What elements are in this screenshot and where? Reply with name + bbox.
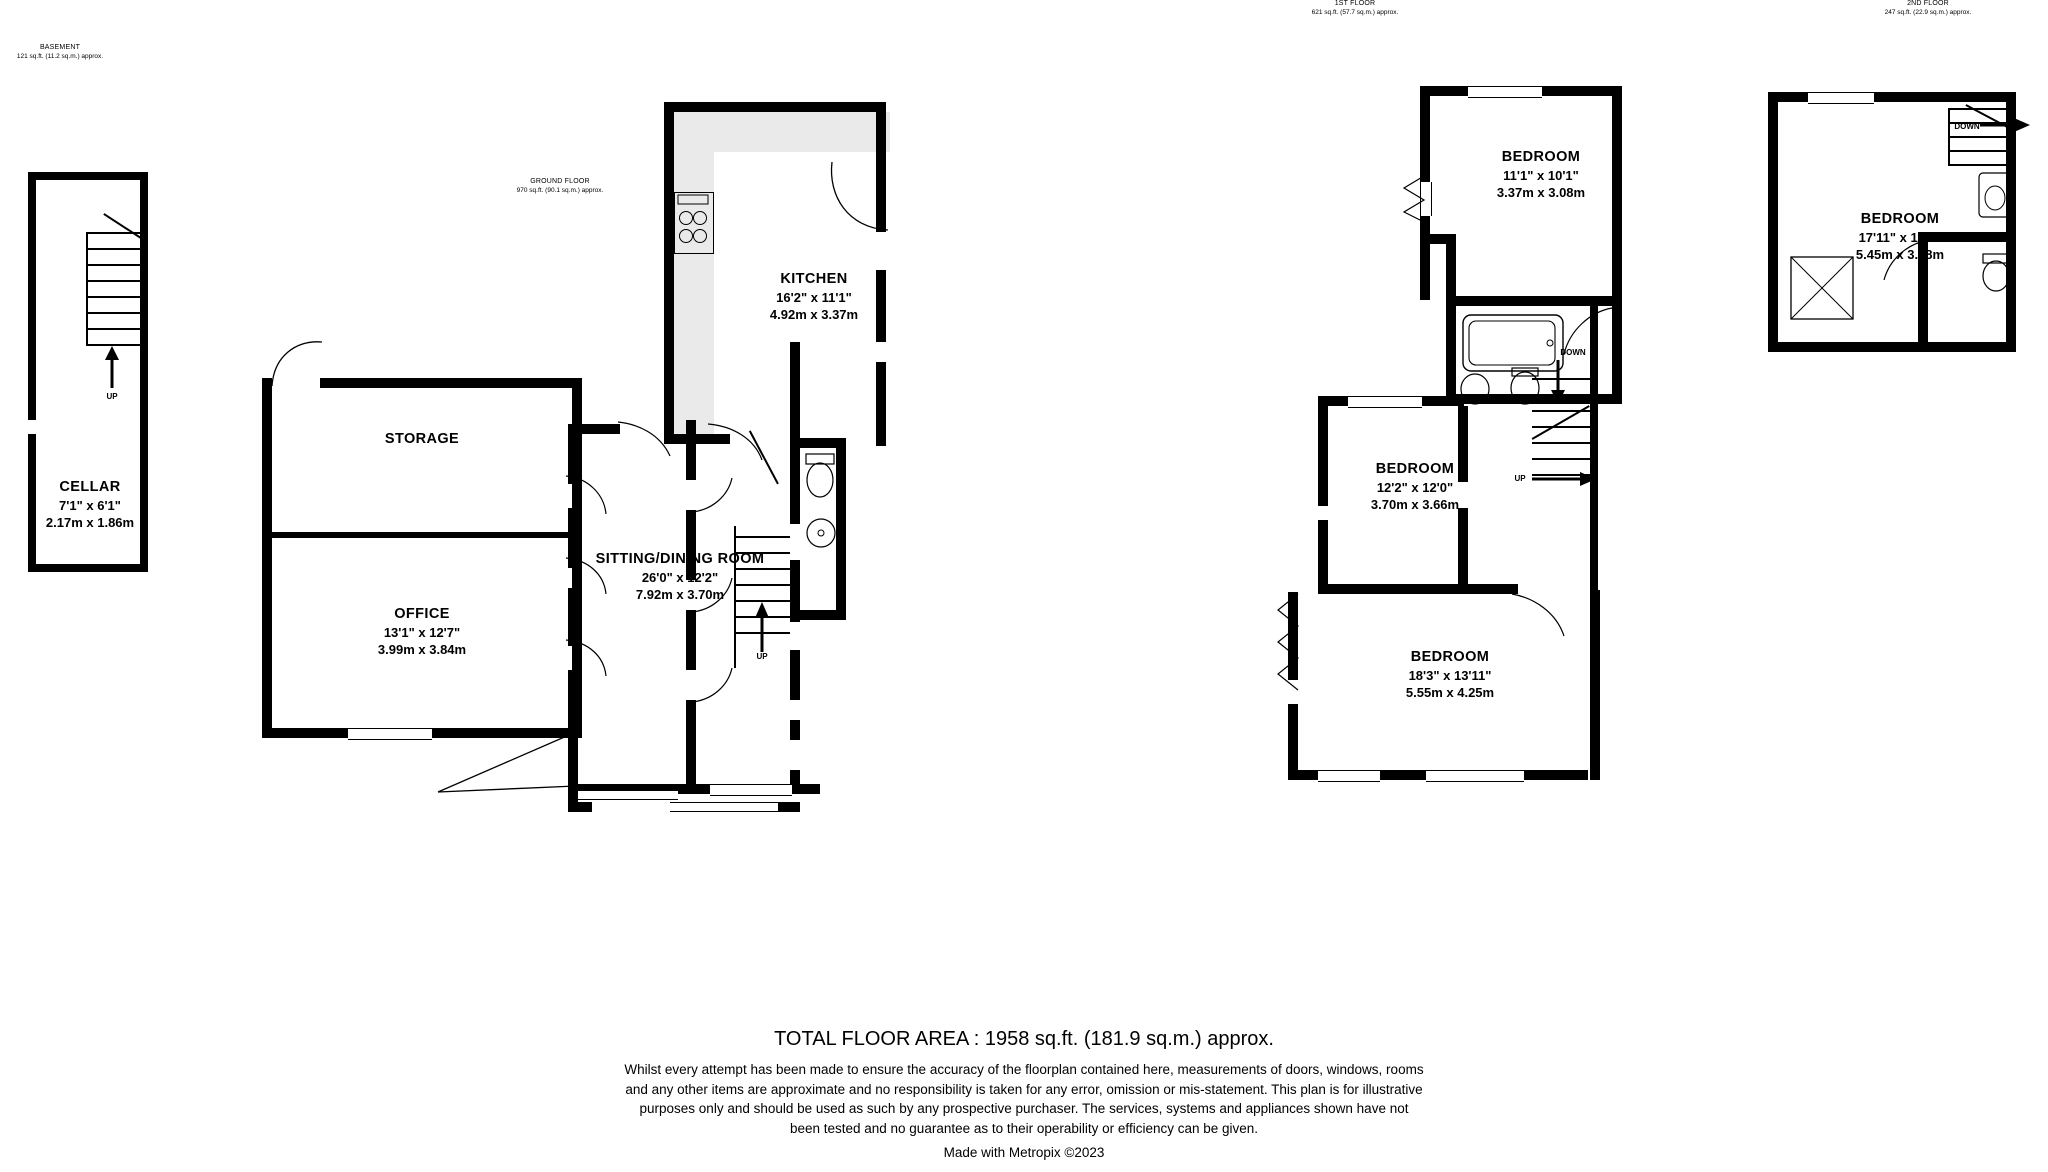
ground-floor-area: 970 sq.ft. (90.1 sq.m.) approx. (516, 186, 604, 194)
bedroom-3-door-swing (1508, 590, 1568, 640)
basement-up-marker: UP (106, 392, 118, 401)
bedroom-4-metric: 5.45m x 3.28m (1855, 247, 1945, 263)
second-stair-tread (1948, 150, 2006, 152)
total-floor-area: TOTAL FLOOR AREA : 1958 sq.ft. (181.9 sq.m.) approx. (774, 1028, 1274, 1050)
first-window-bed1-detail (1400, 174, 1428, 224)
bedroom-3-name: BEDROOM (1410, 649, 1490, 665)
bedroom-4-name: BEDROOM (1860, 211, 1940, 227)
basement-stair-tread (86, 264, 140, 266)
first-up-arrow-icon (1532, 470, 1596, 488)
first-wall-mid-bottom (1318, 584, 1518, 594)
first-wall-bed1-right-step (1446, 234, 1456, 302)
ground-wc-wall-bottom (798, 610, 846, 620)
bedroom-2-metric: 3.70m x 3.66m (1370, 497, 1460, 513)
bedroom-3-metric: 5.55m x 4.25m (1405, 685, 1495, 701)
ground-hall-wall-left-d (686, 700, 696, 794)
first-stair-tread (1532, 458, 1592, 460)
second-floor-plan (1740, 60, 2040, 400)
basement-stair-edge (86, 232, 88, 346)
kitchen-name: KITCHEN (780, 271, 848, 287)
first-up-marker: UP (1514, 474, 1526, 483)
room-label-bedroom-2 (1300, 460, 1530, 513)
ground-wall-bay-corner-right (778, 802, 800, 812)
ground-wall-topstep (568, 424, 620, 434)
bedroom-1-imperial: 11'1" x 10'1" (1503, 168, 1579, 184)
storage-name: STORAGE (384, 431, 460, 447)
sitting-top-door-swing (614, 416, 674, 458)
ground-floor-heading (460, 178, 660, 195)
ground-up-marker: UP (756, 652, 768, 661)
footer-block (0, 1028, 2048, 1160)
room-label-cellar (10, 478, 170, 531)
ground-wc-wall-top (798, 438, 846, 448)
cellar-metric: 2.17m x 1.86m (45, 515, 135, 531)
second-stair-edge (1948, 108, 1950, 166)
ground-wall-bottom (568, 686, 578, 794)
basement-stair-tread (86, 296, 140, 298)
first-wall-mid-left-b (1318, 520, 1328, 594)
room-label-office (302, 605, 542, 658)
sitting-dining-name: SITTING/DINING ROOM (595, 551, 765, 567)
basement-stair-tread (86, 280, 140, 282)
bedroom-4-imperial: 17'11" x 10'9" (1858, 230, 1942, 246)
sitting-door-swing-a (564, 474, 610, 518)
outbuilding-window-bottom (348, 728, 432, 740)
kitchen-wall-top (664, 102, 886, 112)
room-label-kitchen (674, 270, 954, 323)
first-window-top (1468, 86, 1542, 98)
metropix-credit: Made with Metropix ©2023 (943, 1145, 1105, 1161)
first-window-rear-b (1426, 770, 1524, 782)
kitchen-wall-right-lower2 (876, 362, 886, 446)
basement-stair-tread (86, 312, 140, 314)
ground-stair-tread (734, 536, 790, 538)
first-wall-bathroom-top (1446, 296, 1622, 306)
second-stair-tread (1948, 164, 2006, 166)
cellar-imperial: 7'1" x 6'1" (59, 498, 121, 514)
kitchen-imperial: 16'2" x 11'1" (776, 290, 852, 306)
outbuilding-door-swing-top (272, 340, 332, 390)
first-wall-rear-right (1590, 590, 1600, 780)
hall-door-swing-c (690, 666, 736, 706)
ground-floor-title: GROUND FLOOR (530, 178, 590, 185)
ground-wall-bay-corner (568, 802, 592, 812)
office-metric: 3.99m x 3.84m (377, 642, 467, 658)
disclaimer-text: Whilst every attempt has been made to ensure the accuracy of the floorplan contained here, measurements of doors, windows, rooms and any other items are approximate and no responsibility is taken for any error, omission or mis-statement. This plan is for illustrative purposes only and should be used as such by any prospective purchaser. The services, systems and appliances shown have not been tested and no guarantee as to their operability or efficiency can be given. (624, 1062, 1424, 1136)
first-floor-title: 1ST FLOOR (1334, 0, 1376, 7)
ground-hall-wall-right-c (790, 650, 800, 700)
wc-basin-icon (802, 514, 840, 552)
first-stair-tread (1532, 410, 1592, 412)
ground-window-bay-right (670, 802, 786, 812)
basement-stair-tread (86, 248, 140, 250)
shower-tray-icon (1790, 256, 1854, 320)
ground-hall-wall-left (686, 420, 696, 480)
room-label-bedroom-4 (1780, 210, 2020, 263)
ground-window-bay-left (570, 790, 678, 800)
basement-wall-bottom (28, 564, 148, 572)
bedroom-2-imperial: 12'2" x 12'0" (1376, 480, 1454, 496)
first-floor-plan (1260, 70, 1740, 770)
first-wall-bathroom-left (1446, 296, 1456, 404)
first-wall-landing-left-b (1458, 508, 1468, 594)
first-window-mid (1348, 396, 1422, 408)
basement-stair-diagonal (104, 213, 145, 240)
second-floor-area: 247 sq.ft. (22.9 sq.m.) approx. (1884, 8, 1972, 16)
bedroom-1-name: BEDROOM (1501, 149, 1581, 165)
first-floor-heading (1255, 0, 1455, 17)
hob-burners-icon (676, 194, 710, 250)
outbuilding-wall-left (262, 378, 272, 738)
second-stair-tread (1948, 136, 2006, 138)
second-down-marker: DOWN (1954, 122, 1980, 131)
first-stair-tread (1532, 442, 1592, 444)
wc-toilet-icon (800, 450, 840, 506)
first-wall-landing-right (1590, 306, 1598, 602)
outbuilding-divider-wall (262, 532, 582, 538)
bedroom-3-imperial: 18'3" x 13'11" (1408, 668, 1492, 684)
second-wall-top (1768, 92, 2016, 102)
first-wall-left-upper (1420, 86, 1430, 186)
basement-plan (0, 0, 200, 600)
first-wall-bathroom-right (1612, 306, 1622, 402)
bedroom-1-metric: 3.37m x 3.08m (1496, 185, 1586, 201)
hall-door-swing-a (690, 476, 736, 516)
first-wall-rear-left-b (1288, 704, 1298, 778)
second-window-top (1808, 92, 1874, 104)
bathroom-toilet-icon (1506, 366, 1544, 408)
room-label-bedroom-1 (1436, 148, 1646, 201)
office-imperial: 13'1" x 12'7" (383, 625, 461, 641)
first-down-marker: DOWN (1560, 348, 1586, 357)
sitting-dining-imperial: 26'0" x 12'2" (641, 570, 719, 586)
second-wall-bottom (1768, 342, 2016, 352)
sitting-dining-metric: 7.92m x 3.70m (635, 587, 725, 603)
sitting-door-swing-c (564, 638, 610, 678)
kitchen-wall-left (664, 102, 674, 444)
room-label-sitting-dining (530, 550, 830, 603)
second-wall-left (1768, 92, 1778, 352)
ground-hall-wall-right-d (790, 720, 800, 740)
bedroom-2-name: BEDROOM (1375, 461, 1455, 477)
first-down-arrow-icon (1550, 360, 1566, 404)
room-label-bedroom-3 (1330, 648, 1570, 701)
basement-stair-tread (86, 328, 140, 330)
basement-up-arrow-icon (104, 346, 120, 388)
office-name: OFFICE (394, 606, 450, 622)
kitchen-hall-door-swing (706, 420, 766, 462)
ground-up-arrow-icon (754, 602, 770, 652)
bathtub-icon (1462, 314, 1564, 372)
room-label-storage (342, 430, 502, 449)
ground-house-plan (595, 90, 1150, 950)
outbuilding-door-swing-bottom (428, 730, 588, 800)
ground-hall-wall-left-c (686, 610, 696, 670)
ground-window-hall (710, 784, 792, 796)
first-window-rear-a (1318, 770, 1380, 782)
cellar-name: CELLAR (59, 479, 121, 495)
kitchen-metric: 4.92m x 3.37m (769, 307, 859, 323)
first-window-rear-detail (1274, 592, 1302, 708)
ground-hall-wall-right (790, 342, 800, 524)
second-floor-title: 2ND FLOOR (1907, 0, 1949, 7)
basement-floor-title: BASEMENT (39, 44, 81, 51)
basement-floor-area: 121 sq.ft. (11.2 sq.m.) approx. (16, 52, 104, 60)
first-stair-tread (1532, 426, 1592, 428)
first-floor-area: 621 sq.ft. (57.7 sq.m.) approx. (1311, 8, 1399, 16)
second-floor-heading (1828, 0, 2028, 17)
kitchen-door-swing (826, 126, 896, 236)
basement-wall-segment-left-upper (28, 172, 36, 420)
basement-door-gap (28, 420, 36, 434)
basement-wall-top (28, 172, 148, 180)
